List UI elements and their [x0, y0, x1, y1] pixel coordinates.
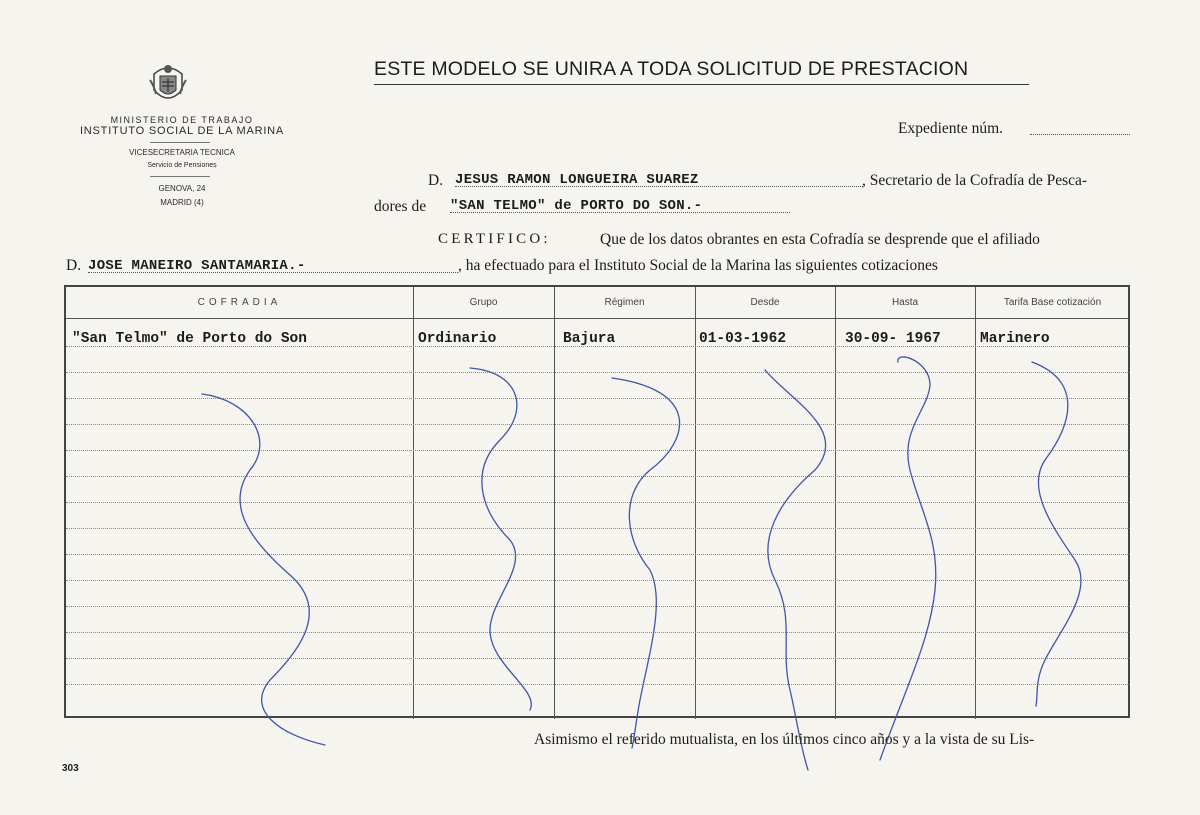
- pen-stroke: [470, 368, 531, 710]
- city-label: MADRID (4): [160, 198, 204, 207]
- institute-label: INSTITUTO SOCIAL DE LA MARINA: [79, 125, 285, 137]
- certifico-label: CERTIFICO:: [438, 231, 551, 247]
- certifico-text: Que de los datos obrantes en esta Cofradía se desprende que el afiliado: [600, 231, 1040, 248]
- header-tarifa: Tarifa Base cotización: [1003, 297, 1102, 308]
- pen-stroke: [765, 370, 826, 770]
- cell-hasta: 30-09- 1967: [845, 331, 941, 347]
- cell-cofradia: "San Telmo" de Porto do Son: [72, 331, 307, 347]
- cell-regimen: Bajura: [563, 331, 616, 347]
- header-desde: Desde: [750, 297, 780, 308]
- vice-label: VICESECRETARIA TECNICA: [129, 148, 235, 157]
- header-grupo: Grupo: [469, 297, 498, 308]
- cell-desde: 01-03-1962: [699, 331, 787, 347]
- service-label: Servicio de Pensiones: [147, 162, 217, 169]
- secretary-name: JESUS RAMON LONGUEIRA SUAREZ: [455, 172, 699, 188]
- dores-label: dores de: [374, 198, 427, 215]
- d-prefix-2: D.: [66, 257, 82, 274]
- ministry-label: MINISTERIO DE TRABAJO: [110, 115, 254, 125]
- header-hasta: Hasta: [891, 297, 919, 308]
- cofradia-name: "SAN TELMO" de PORTO DO SON.-: [450, 198, 703, 214]
- pen-stroke: [1032, 362, 1081, 706]
- street-label: GENOVA, 24: [158, 184, 206, 193]
- expediente-label: Expediente núm.: [898, 120, 1004, 137]
- pen-stroke: [880, 357, 936, 760]
- pen-stroke: [202, 394, 325, 745]
- secretary-text: , Secretario de la Cofradía de Pesca-: [862, 172, 1088, 189]
- cell-tarifa: Marinero: [980, 331, 1050, 347]
- form-code: 303: [62, 763, 79, 774]
- header-regimen: Régimen: [604, 297, 645, 308]
- document-title: ESTE MODELO SE UNIRA A TODA SOLICITUD DE PRESTACION: [374, 58, 969, 80]
- header-cofradia: COFRADIA: [197, 297, 282, 308]
- d-prefix-1: D.: [428, 172, 444, 189]
- footer-text: Asimismo el referido mutualista, en los últimos cinco años y a la vista de su Lis-: [534, 731, 1035, 748]
- affiliate-text: , ha efectuado para el Instituto Social de la Marina las siguientes cotizaciones: [458, 257, 938, 274]
- pen-stroke: [612, 378, 680, 748]
- affiliate-name: JOSE MANEIRO SANTAMARIA.-: [88, 258, 306, 274]
- cell-grupo: Ordinario: [418, 331, 497, 347]
